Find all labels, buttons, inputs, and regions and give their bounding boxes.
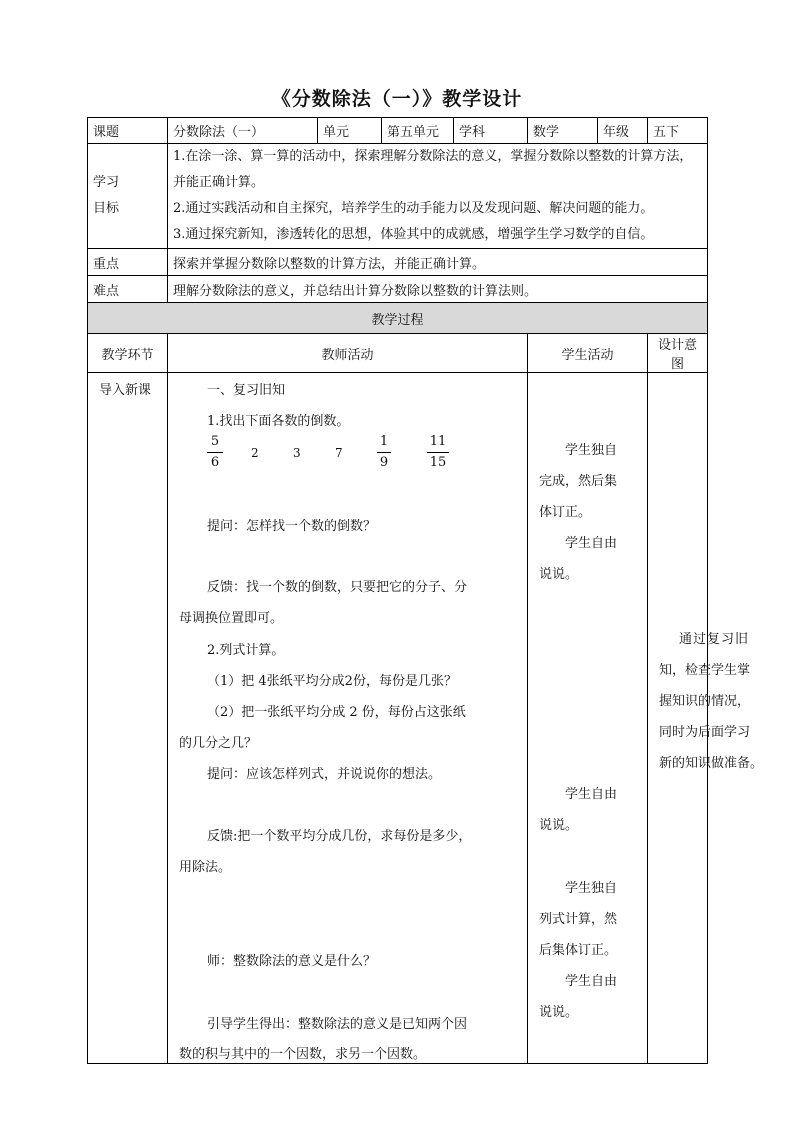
teacher-line: 2.列式计算。 bbox=[207, 643, 285, 658]
process-header: 教学过程 bbox=[88, 303, 708, 334]
integer-7: 7 bbox=[335, 446, 343, 460]
student-activity-cell bbox=[528, 373, 648, 1064]
fraction-5-6: 5 6 bbox=[207, 433, 223, 472]
objectives-label-2: 目标 bbox=[93, 201, 120, 216]
fraction-1-9: 1 9 bbox=[377, 433, 391, 472]
teacher-line: 1.找出下面各数的倒数。 bbox=[207, 414, 350, 429]
unit-value: 第五单元 bbox=[382, 118, 454, 144]
difficulty-row bbox=[88, 276, 708, 303]
teacher-line: 一、复习旧知 bbox=[207, 383, 286, 398]
stage-cell bbox=[88, 373, 168, 1064]
teacher-line: 母调换位置即可。 bbox=[179, 611, 284, 626]
teacher-line: （1）把 4张纸平均分成2份，每份是几张？ bbox=[207, 674, 457, 689]
intent-line: 通过复习旧 bbox=[679, 632, 750, 647]
student-line: 说说。 bbox=[539, 1005, 579, 1020]
key-point-row bbox=[88, 249, 708, 276]
student-line: 学生独自 bbox=[565, 881, 618, 896]
subject-label: 学科 bbox=[454, 118, 528, 144]
student-line: 说说。 bbox=[539, 567, 579, 582]
student-line: 学生自由 bbox=[565, 787, 618, 802]
unit-label: 单元 bbox=[318, 118, 382, 144]
grade-value: 五下 bbox=[648, 118, 708, 144]
integer-2: 2 bbox=[251, 446, 259, 460]
teacher-line: 用除法。 bbox=[179, 860, 232, 875]
intent-cell bbox=[648, 373, 764, 1064]
student-line: 完成，然后集 bbox=[539, 474, 618, 489]
student-line: 学生独自 bbox=[565, 443, 618, 458]
process-body-row bbox=[88, 373, 708, 1064]
teacher-line: 提问：怎样找一个数的倒数？ bbox=[207, 519, 377, 534]
process-header-row bbox=[88, 303, 708, 334]
stage-label: 导入新课 bbox=[99, 383, 152, 398]
topic-label: 课题 bbox=[88, 118, 168, 144]
student-line: 列式计算，然 bbox=[539, 912, 618, 927]
intent-line: 同时为后面学习 bbox=[659, 725, 751, 740]
lesson-plan-table bbox=[87, 117, 764, 1064]
teacher-activity-cell bbox=[168, 373, 528, 1064]
teacher-line: 引导学生得出：整数除法的意义是已知两个因 bbox=[207, 1017, 468, 1032]
teacher-line: （2）把一张纸平均分成 2 份，每份占这张纸 bbox=[207, 705, 466, 720]
student-line: 学生自由 bbox=[565, 974, 618, 989]
col-stage-header: 教学环节 bbox=[88, 334, 168, 373]
col-student-header: 学生活动 bbox=[528, 334, 648, 373]
student-line: 说说。 bbox=[539, 818, 579, 833]
intent-line: 知，检查学生掌 bbox=[659, 663, 751, 678]
teacher-line: 师：整数除法的意义是什么？ bbox=[207, 954, 377, 969]
key-point-text: 探索并掌握分数除以整数的计算方法，并能正确计算。 bbox=[168, 249, 708, 276]
subject-value: 数学 bbox=[528, 118, 598, 144]
topic-value: 分数除法（一） bbox=[168, 118, 318, 144]
objective-line: 1.在涂一涂、算一算的活动中，探索理解分数除法的意义，掌握分数除以整数的计算方法， bbox=[173, 149, 693, 164]
student-line: 后集体订正。 bbox=[539, 943, 618, 958]
grade-label: 年级 bbox=[598, 118, 648, 144]
page-title: 《分数除法（一）》教学设计 bbox=[271, 88, 523, 110]
teacher-line: 反馈：找一个数的倒数，只要把它的分子、分 bbox=[207, 580, 468, 595]
intent-line: 握知识的情况， bbox=[659, 694, 751, 709]
objective-line: 并能正确计算。 bbox=[173, 175, 265, 190]
col-intent-header: 设计意图 bbox=[648, 334, 708, 373]
teacher-line: 反馈:把一个数平均分成几份，求每份是多少， bbox=[207, 829, 472, 844]
student-line: 学生自由 bbox=[565, 536, 618, 551]
difficulty-label: 难点 bbox=[88, 276, 168, 303]
header-row bbox=[88, 118, 708, 144]
intent-line: 新的知识做准备。 bbox=[659, 756, 764, 771]
difficulty-text: 理解分数除法的意义，并总结出计算分数除以整数的计算法则。 bbox=[168, 276, 708, 303]
fraction-11-15: 11 15 bbox=[427, 433, 449, 472]
student-line: 体订正。 bbox=[539, 505, 592, 520]
objectives-label-cell bbox=[88, 144, 168, 249]
col-teacher-header: 教师活动 bbox=[168, 334, 528, 373]
objectives-row bbox=[88, 144, 708, 249]
process-column-headers bbox=[88, 334, 708, 373]
objective-line: 2.通过实践活动和自主探究，培养学生的动手能力以及发现问题、解决问题的能力。 bbox=[173, 201, 654, 216]
objectives-content bbox=[168, 144, 708, 249]
objectives-label-1: 学习 bbox=[93, 175, 120, 190]
teacher-line: 的几分之几？ bbox=[179, 736, 258, 751]
teacher-line: 数的积与其中的一个因数，求另一个因数。 bbox=[179, 1047, 427, 1062]
integer-3: 3 bbox=[293, 446, 301, 460]
teacher-line: 提问：应该怎样列式，并说说你的想法。 bbox=[207, 767, 442, 782]
objective-line: 3.通过探究新知，渗透转化的思想，体验其中的成就感，增强学生学习数学的自信。 bbox=[173, 227, 654, 242]
key-point-label: 重点 bbox=[88, 249, 168, 276]
